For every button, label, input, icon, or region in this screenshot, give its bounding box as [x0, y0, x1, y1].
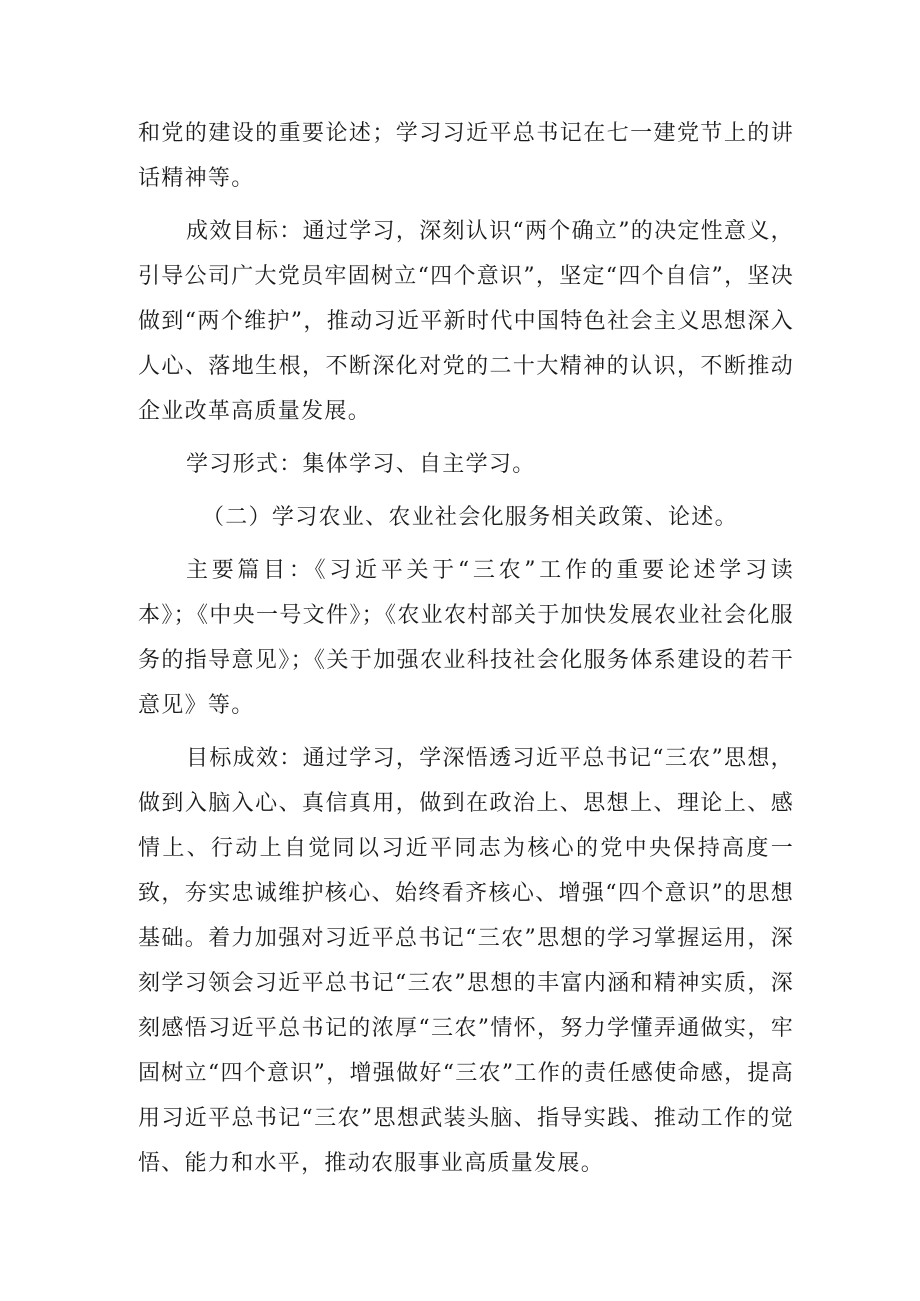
paragraph-target-outcomes: 目标成效：通过学习，学深悟透习近平总书记“三农”思想，做到入脑入心、真信真用，做到在政治上、思想上、理论上、感情上、行动上自觉同以习近平同志为核心的党中央保持高度一致，夯实忠诚维护核心、始终看齐核心、增强“四个意识”的思想基础。着力加强对习近平总书记“三农”思想的学习掌握运用，深刻学习领会习近平总书记“三农”思想的丰富内涵和精神实质，深刻感悟习近平总书记的浓厚“三农”情怀，努力学懂弄通做实，牢固树立“四个意识”，增强做好“三农”工作的责任感使命感，提高用习近平总书记“三农”思想武装头脑、指导实践、推动工作的觉悟、能力和水平，推动农服事业高质量发展。	[138, 746, 794, 1176]
section-heading-agriculture-policy: （二）学习农业、农业社会化服务相关政策、论述。	[202, 505, 738, 530]
paragraph-continuation: 和党的建设的重要论述；学习习近平总书记在七一建党节上的讲话精神等。	[138, 121, 794, 191]
paragraph-main-readings: 主要篇目：《习近平关于“三农”工作的重要论述学习读本》；《中央一号文件》；《农业农村部关于加快发展农业社会化服务的指导意见》；《关于加强农业科技社会化服务体系建设的若干意见》等。	[138, 558, 794, 718]
document-body	[138, 111, 794, 1194]
paragraph-study-format: 学习形式：集体学习、自主学习。	[186, 452, 536, 477]
paragraph-outcome-goals: 成效目标：通过学习，深刻认识“两个确立”的决定性意义，引导公司广大党员牢固树立“四个意识”，坚定“四个自信”，坚决做到“两个维护”，推动习近平新时代中国特色社会主义思想深入人心、落地生根，不断深化对党的二十大精神的认识，不断推动企业改革高质量发展。	[138, 219, 794, 424]
